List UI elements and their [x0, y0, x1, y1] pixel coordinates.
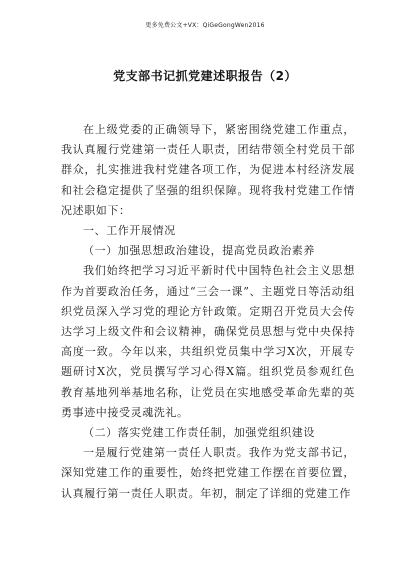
subsection-heading-responsibility: （二）落实党建工作责任制，加强党组织建设 — [83, 426, 315, 440]
document-body — [61, 120, 355, 504]
section-heading-work-status: 一、工作开展情况 — [83, 224, 176, 238]
subsection-heading-ideology: （一）加强思想政治建设，提高党员政治素养 — [83, 244, 315, 258]
paragraph-responsibility: 一是履行党建第一责任人职责。我作为党支部书记，深知党建工作的重要性，始终把党建工作摆在首要位置，认真履行第一责任人职责。年初，制定了详细的党建工作 — [61, 446, 355, 500]
document-title: 党支部书记抓党建述职报告（2） — [113, 69, 297, 83]
header-note: 更多免费公文+VX：QiGeGongWen2016 — [145, 22, 265, 29]
paragraph-intro: 在上级党委的正确领导下，紧密围绕党建工作重点，我认真履行党建第一责任人职责，团结带领全村党员干部群众，扎实推进我村党建各项工作，为促进本村经济发展和社会稳定提供了坚强的组织保障。现将我村党建工作情况述职如下： — [61, 123, 355, 217]
paragraph-ideology: 我们始终把学习习近平新时代中国特色社会主义思想作为首要政治任务，通过“三会一课”、主题党日等活动组织党员深入学习党的理论方针政策。定期召开党员大会传达学习上级文件和会议精神，确保党员思想与党中央保持高度一致。今年以来，共组织党员集中学习X次，开展专题研讨X次，党员撰写学习心得X篇。组织党员参观红色教育基地列举基地名称，让党员在实地感受革命先辈的英勇事迹中接受灵魂洗礼。 — [61, 264, 355, 419]
